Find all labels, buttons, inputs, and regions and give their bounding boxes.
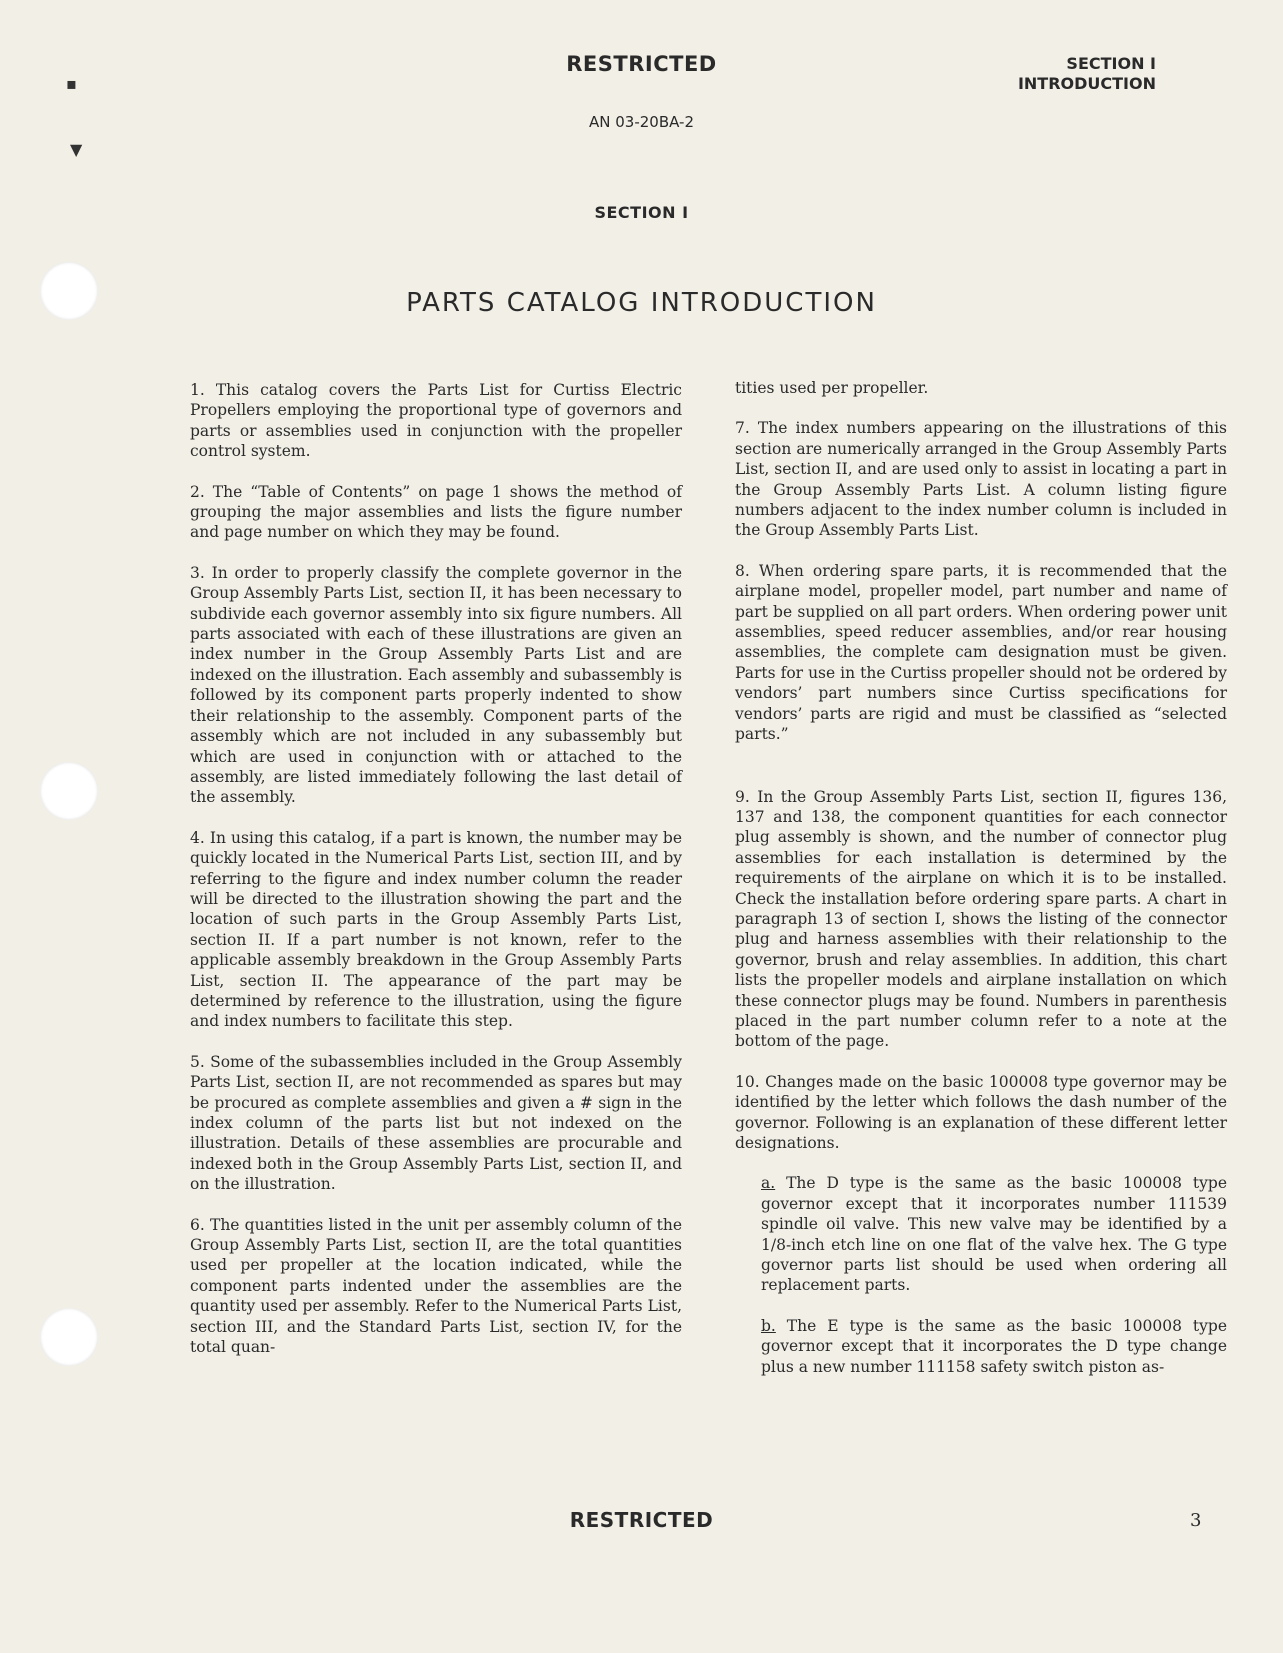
section-heading: SECTION I [594,203,689,222]
margin-mark: ▼ [70,140,83,159]
binder-hole [40,762,98,820]
paragraph-4: 4. In using this catalog, if a part is known, the number may be quickly located in the Numerical Parts List, section III, and by referring to the figure and index number column the reader will be directed to the illustration showing the part and the location of such parts in the Group Assembly Parts List, section II. If a part number is not known, refer to the applicable assembly breakdown in the Group Assembly Parts List, section II. The appearance of the part may be determined by reference to the illustration, using the figure and index numbers to facilitate this step. [190,828,682,1031]
subparagraph-text: The E type is the same as the basic 100008 type governor except that it incorporates the D type change plus a new number 111158 safety switch piston as- [761,1316,1227,1376]
paragraph-3: 3. In order to properly classify the complete governor in the Group Assembly Parts List, section II, it has been necessary to subdivide each governor assembly into six figure numbers. All parts associated with each of these illustrations are given an index number in the Group Assembly Parts List and are indexed on the illustration. Each assembly and subassembly is followed by its component parts properly indented to show their relationship to the assembly. Component parts of the assembly which are not included in any subassembly but which are used in conjunction with or attached to the assembly, are listed immediately following the last detail of the assembly. [190,563,682,807]
page-number: 3 [1190,1510,1202,1531]
right-column [735,378,1227,1397]
page-title: PARTS CATALOG INTRODUCTION [406,288,877,318]
header-classification: RESTRICTED [566,52,717,76]
left-column [190,380,682,1377]
paragraph-6-continued: tities used per propeller. [735,379,929,397]
paragraph-10a [761,1173,1227,1295]
subparagraph-label: a. [761,1174,776,1193]
footer-classification: RESTRICTED [569,1508,714,1532]
subparagraph-text: The D type is the same as the basic 100008 type governor except that it incorporates number 111539 spindle oil valve. This new valve may be identified by a 1/8-inch etch line on one flat of the valve hex. The G type governor parts list should be used when ordering all replacement parts. [761,1174,1227,1295]
header-section-label: SECTION I [1066,54,1156,73]
paragraph-2: 2. The “Table of Contents” on page 1 shows the method of grouping the major assemblies and lists the figure number and page number on which they may be found. [190,482,682,542]
paragraph-10b [761,1316,1227,1377]
paragraph-5: 5. Some of the subassemblies included in the Group Assembly Parts List, section II, are not recommended as spares but may be procured as complete assemblies and given a # sign in the index column of the parts list but not indexed on the illustration. Details of these assemblies are procurable and indexed both in the Group Assembly Parts List, section II, and on the illustration. [190,1052,682,1194]
paragraph-6: 6. The quantities listed in the unit per assembly column of the Group Assembly Parts List, section II, are the total quantities used per propeller at the location indicated, while the component parts indented under the assemblies are the quantity used per assembly. Refer to the Numerical Parts List, section III, and the Standard Parts List, section IV, for the total quan- [190,1215,682,1357]
paragraph-7: 7. The index numbers appearing on the illustrations of this section are numerically arranged in the Group Assembly Parts List, section II, and are used only to assist in locating a part in the Group Assembly Parts List. A column listing figure numbers adjacent to the index number column is included in the Group Assembly Parts List. [735,419,1227,540]
paragraph-9: 9. In the Group Assembly Parts List, section II, figures 136, 137 and 138, the component quantities for each connector plug assembly is shown, and the number of connector plug assemblies for each installation is determined by the requirements of the airplane on which it is to be installed. Check the installation before ordering spare parts. A chart in paragraph 13 of section I, shows the listing of the connector plug and harness assemblies with their relationship to the governor, brush and relay assemblies. In addition, this chart lists the propeller models and airplane installation on which these connector plugs may be found. Numbers in parenthesis placed in the part number column refer to a note at the bottom of the page. [735,787,1227,1051]
margin-mark: ▪ [66,74,77,93]
paragraph-10: 10. Changes made on the basic 100008 type governor may be identified by the letter which follows the dash number of the governor. Following is an explanation of these different letter designations. [735,1072,1227,1152]
document-number: AN 03-20BA-2 [588,113,694,131]
subparagraph-label: b. [761,1316,776,1335]
paragraph-1: 1. This catalog covers the Parts List for Curtiss Electric Propellers employing the proportional type of governors and parts or assemblies used in conjunction with the propeller control system. [190,381,682,461]
header-section-name: INTRODUCTION [1017,74,1156,93]
binder-hole [40,1308,98,1366]
header-section-block [1018,54,1156,94]
paragraph-8: 8. When ordering spare parts, it is recommended that the airplane model, propeller model, part number and name of part be supplied on all part orders. When ordering power unit assemblies, speed reducer assemblies, and/or rear housing assemblies, the complete cam designation must be given. Parts for use in the Curtiss propeller should not be ordered by vendors’ part numbers since Curtiss specifications for vendors’ parts are rigid and must be classified as “selected parts.” [735,561,1227,744]
